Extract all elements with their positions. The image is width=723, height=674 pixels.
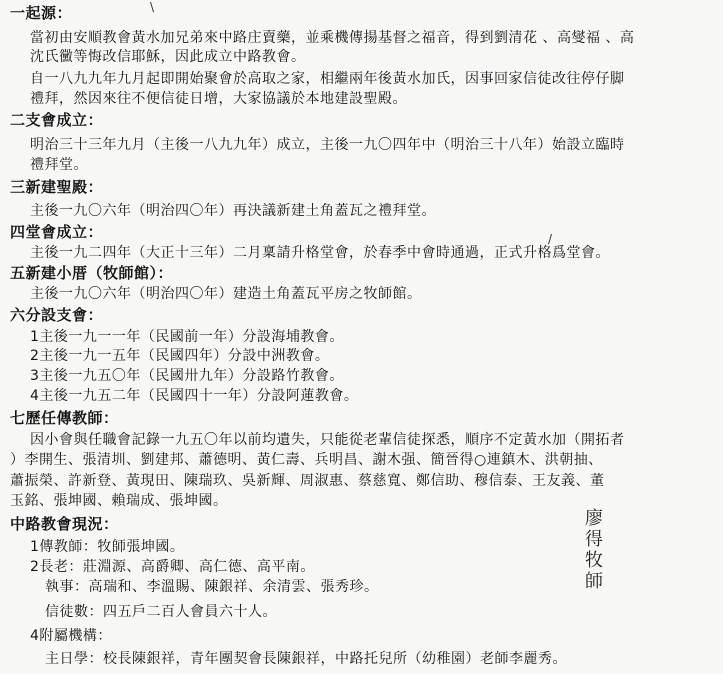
paragraph-line: 蕭振榮、許新登、黃現田、陳瑞玖、吳新輝、周淑惠、蔡慈寬、鄭信助、穆信泰、王友義、董 <box>10 473 605 489</box>
stray-mark-middle: / <box>548 232 553 246</box>
list-item: 1主後一九一一年（民國前一年）分設海埔教會。 <box>30 329 344 345</box>
list-item: 1傳教師：牧師張坤國。 <box>30 539 185 555</box>
paragraph-line: 因小會與任職會記錄一九五〇年以前均遺失，只能從老輩信徒探悉，順序不定黃水加（開拓者 <box>30 432 625 448</box>
paragraph-line: ）李開生、張清圳、劉建邦、蕭德明、黃仁壽、兵明昌、謝木强、簡晉得○連鎮木、洪朝抽、 <box>10 452 603 468</box>
list-item: 4主後一九五二年（民國四十一年）分設阿蓮教會。 <box>30 388 359 404</box>
list-item: 2主後一九一五年（民國四年）分設中洲教會。 <box>30 348 330 364</box>
paragraph-line: 玉銘、張坤國、賴瑞成、張坤國。 <box>10 493 228 509</box>
section-heading-full-church: 四堂會成立： <box>10 223 104 241</box>
paragraph-line: 當初由安順教會黃水加兄弟來中路庄賣藥，並乘機傳揚基督之福音，得到劉清花 、高燮福 、高 <box>30 30 635 46</box>
list-item: 3主後一九五〇年（民國卅九年）分設路竹教會。 <box>30 368 344 384</box>
paragraph-line: 沈氏黴等悔改信耶穌，因此成立中路教會。 <box>30 49 306 65</box>
paragraph-line: 自一八九九年九月起即開始聚會於高取之家，相繼兩年後黃水加氏，因事回家信徒改往停仔脚 <box>30 71 625 87</box>
paragraph-line: 明治三十三年九月（主後一八九九年）成立，主後一九〇四年中（明治三十八年）始設立臨時 <box>30 137 625 153</box>
section-heading-parsonage: 五新建小厝（牧師館）： <box>10 264 174 282</box>
handwritten-signature: 廖得牧師 <box>582 508 603 592</box>
paragraph-line: 禮拜堂。 <box>30 157 88 173</box>
paragraph-line: 主後一九二四年（大正十三年）二月稟請升格堂會，於春季中會時通過，正式升格爲堂會。 <box>30 245 610 261</box>
section-heading-ministers: 七歷任傳教師： <box>10 409 119 427</box>
paragraph-line: 主後一九〇六年（明治四〇年）再決議新建土角蓋瓦之禮拜堂。 <box>30 203 436 219</box>
section-heading-branch: 二支會成立： <box>10 111 104 129</box>
list-item: 4附屬機構： <box>30 628 112 644</box>
stray-mark-top: \ <box>150 0 155 14</box>
paragraph-line: 主日學：校長陳銀祥，青年團契會長陳銀祥，中路托兒所（幼稚園）老師李麗秀。 <box>45 651 567 667</box>
list-item: 2長老：莊淵源、高爵卿、高仁德、高平南。 <box>30 559 315 575</box>
paragraph-line: 主後一九〇六年（明治四〇年）建造土角蓋瓦平房之牧師館。 <box>30 286 422 302</box>
section-heading-origin: 一起源： <box>10 4 73 22</box>
list-item: 信徒數：四五戶二百人會員六十人。 <box>45 604 277 620</box>
section-heading-branches: 六分設支會： <box>10 306 104 324</box>
section-heading-new-church: 三新建聖殿： <box>10 178 104 196</box>
section-heading-current-status: 中路教會現況： <box>10 515 119 533</box>
list-item: 執事：高瑞和、李溫賜、陳銀祥、余清雲、張秀珍。 <box>45 579 379 595</box>
paragraph-line: 禮拜，然因來往不便信徒日增，大家協議於本地建設聖殿。 <box>30 91 407 107</box>
